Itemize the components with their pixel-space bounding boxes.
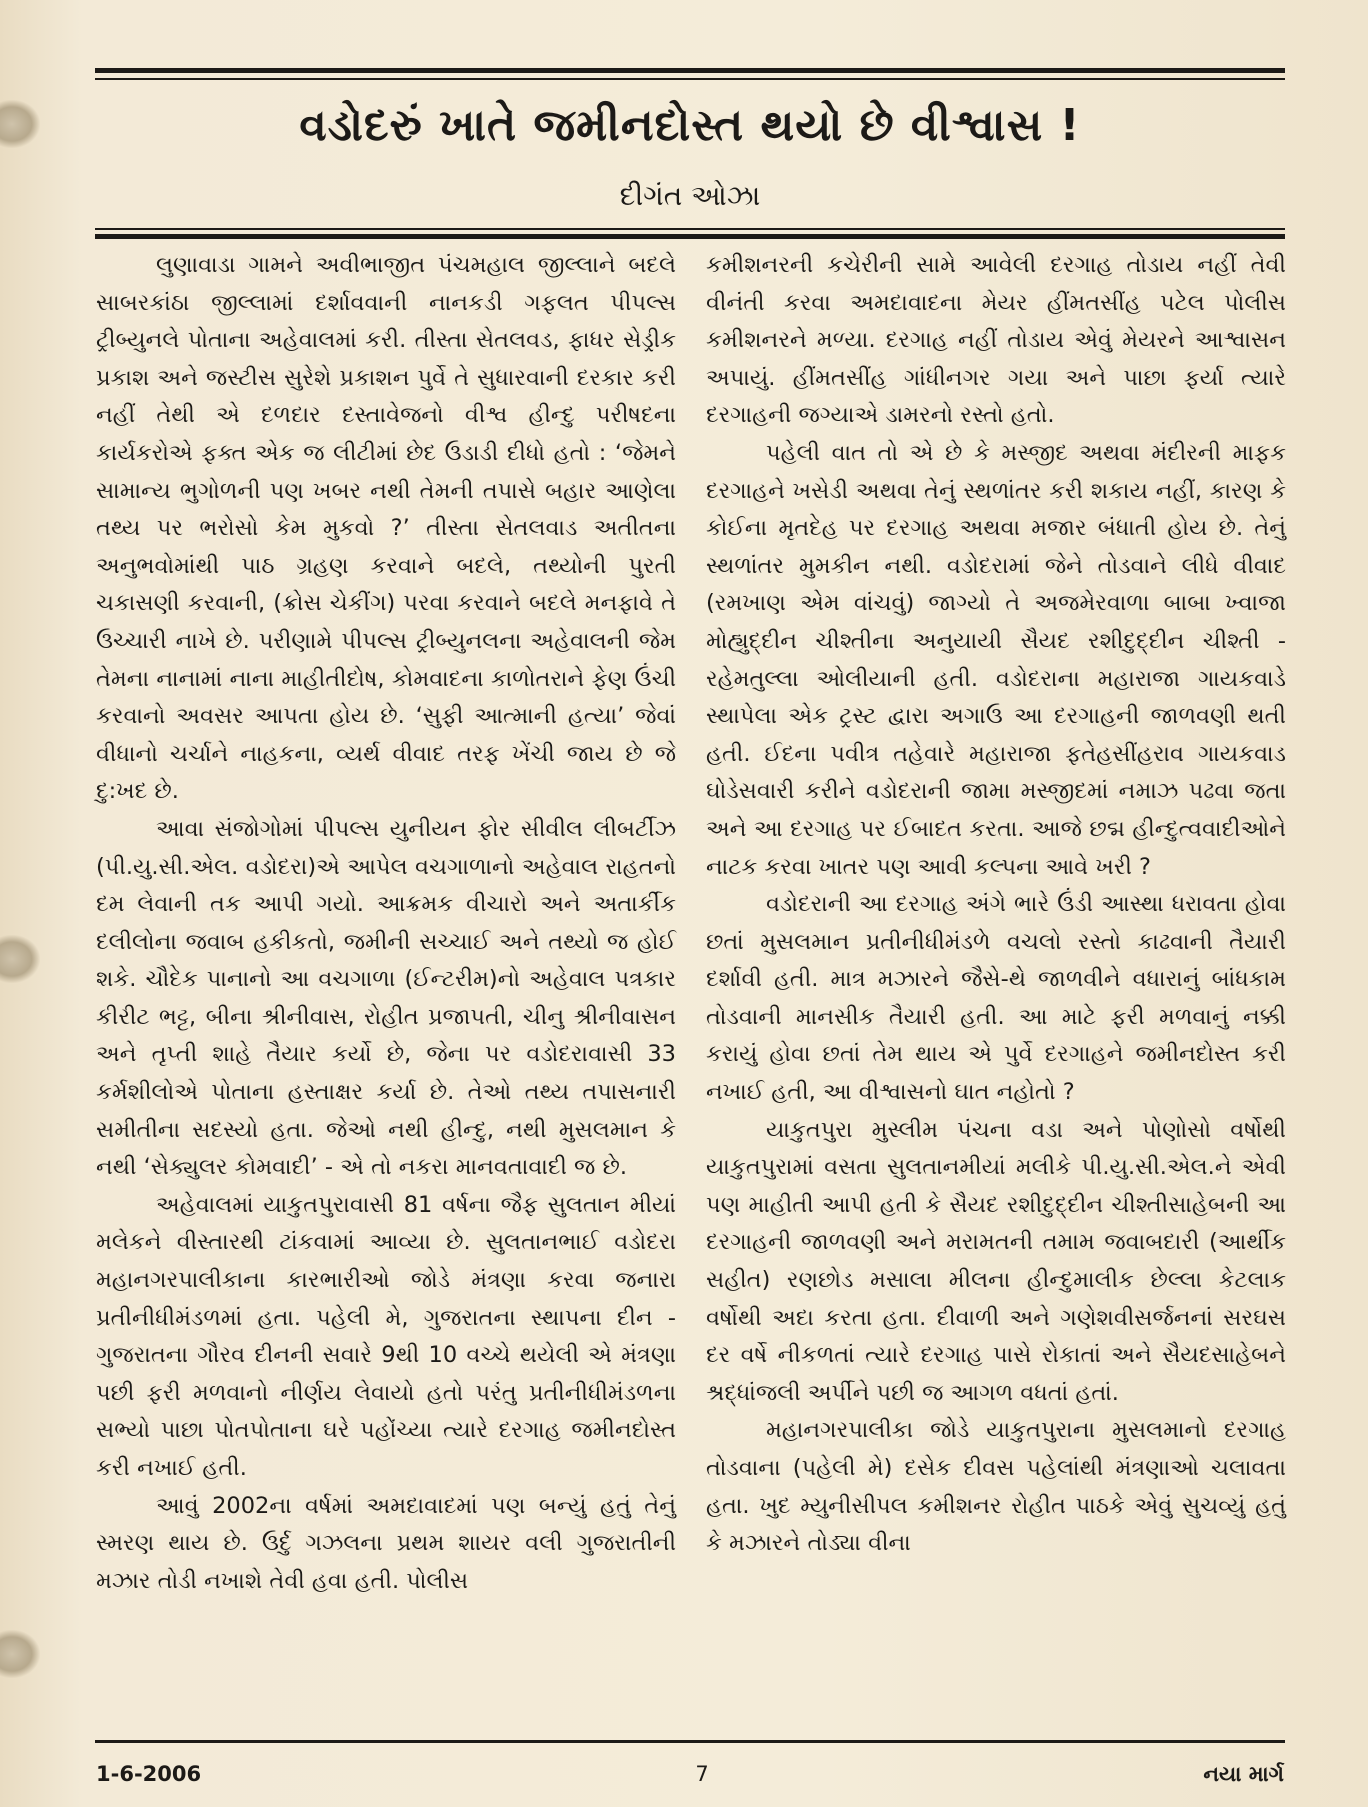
footer-rule <box>95 1740 1285 1743</box>
right-column <box>706 247 1286 1563</box>
paragraph: પહેલી વાત તો એ છે કે મસ્જીદ અથવા મંદીરની માફક દરગાહને ખસેડી અથવા તેનું સ્થળાંતર કરી શકાય નહીં, કારણ કે કોઈના મૃતદેહ પર દરગાહ અથવા મજાર બંધાતી હોય છે. તેનું સ્થળાંતર મુમકીન નથી. વડોદરામાં જેને તોડવાને લીધે વીવાદ (રમખાણ એમ વાંચવું) જાગ્યો તે અજમેરવાળા બાબા ખ્વાજા મોહ્યુદ્દીન ચીશ્તીના અનુયાયી સૈયદ રશીદુદ્દીન ચીશ્તી - રહેમતુલ્લા ઓલીયાની હતી. વડોદરાના મહારાજા ગાયકવાડે સ્થાપેલા એક ટ્રસ્ટ દ્વારા અગાઉ આ દરગાહની જાળવણી થતી હતી. ઈદના પવીત્ર તહેવારે મહારાજા ફતેહસીંહરાવ ગાયકવાડ ઘોડેસવારી કરીને વડોદરાની જામા મસ્જીદમાં નમાઝ પઢવા જતા અને આ દરગાહ પર ઈબાદત કરતા. આજે છદ્મ હીન્દુત્વવાદીઓને નાટક કરવા ખાતર પણ આવી કલ્પના આવે ખરી ? <box>706 439 1286 880</box>
article-author: દીગંત ઓઝા <box>619 179 761 212</box>
page-number: 7 <box>695 1762 709 1786</box>
publication-name: નયા માર્ગ <box>1203 1762 1284 1786</box>
paragraph: કમીશનરની કચેરીની સામે આવેલી દરગાહ તોડાય નહીં તેવી વીનંતી કરવા અમદાવાદના મેયર હીંમતસીંહ પટેલ પોલીસ કમીશનરને મળ્યા. દરગાહ નહીં તોડાય એવું મેયરને આશ્વાસન અપાયું. હીંમતસીંહ ગાંધીનગર ગયા અને પાછા ફર્યા ત્યારે દરગાહની જગ્યાએ ડામરનો રસ્તો હતો. <box>706 252 1286 429</box>
paragraph: આવા સંજોગોમાં પીપલ્સ યુનીયન ફોર સીવીલ લીબર્ટીઝ (પી.યુ.સી.એલ. વડોદરા)એ આપેલ વચગાળાનો અહેવાલ રાહતનો દમ લેવાની તક આપી ગયો. આક્રમક વીચારો અને અતાર્કીક દલીલોના જવાબ હકીકતો, જમીની સચ્ચાઈ અને તથ્યો જ હોઈ શકે. ચૌદેક પાનાનો આ વચગાળા (ઈન્ટરીમ)નો અહેવાલ પત્રકાર કીરીટ ભટ્ટ, બીના શ્રીનીવાસ, રોહીત પ્રજાપતી, ચીનુ શ્રીનીવાસન અને તૃપ્તી શાહે તૈયાર કર્યો છે, જેના પર વડોદરાવાસી 33 કર્મશીલોએ પોતાના હસ્તાક્ષર કર્યા છે. તેઓ તથ્ય તપાસનારી સમીતીના સદસ્યો હતા. જેઓ નથી હીન્દુ, નથી મુસલમાન કે નથી ‘સેક્યુલર કોમવાદી’ - એ તો નકરા માનવતાવાદી જ છે. <box>96 815 676 1181</box>
article-title: વડોદરું ખાતે જમીનદોસ્ત થયો છે વીશ્વાસ ! <box>299 100 1081 151</box>
paragraph: લુણાવાડા ગામને અવીભાજીત પંચમહાલ જીલ્લાને બદલે સાબરકાંઠા જીલ્લામાં દર્શાવવાની નાનકડી ગફલત પીપલ્સ ટ્રીબ્યુનલે પોતાના અહેવાલમાં કરી. તીસ્તા સેતલવડ, ફાધર સેડ્રીક પ્રકાશ અને જસ્ટીસ સુરેશે પ્રકાશન પુર્વે તે સુધારવાની દરકાર કરી નહીં તેથી એ દળદાર દસ્તાવેજનો વીશ્વ હીન્દુ પરીષદના કાર્યકરોએ ફક્ત એક જ લીટીમાં છેદ ઉડાડી દીધો હતો : ‘જેમને સામાન્ય ભુગોળની પણ ખબર નથી તેમની તપાસે બહાર આણેલા તથ્ય પર ભરોસો કેમ મુકવો ?’ તીસ્તા સેતલવાડ અતીતના અનુભવોમાંથી પાઠ ગ્રહણ કરવાને બદલે, તથ્યોની પુરતી ચકાસણી કરવાની, (ક્રોસ ચેકીંગ) પરવા કરવાને બદલે મનફાવે તે ઉચ્ચારી નાખે છે. પરીણામે પીપલ્સ ટ્રીબ્યુનલના અહેવાલની જેમ તેમના નાનામાં નાના માહીતીદોષ, કોમવાદના કાળોતરાને ફેણ ઉંચી કરવાનો અવસર આપતા હોય છે. ‘સુફી આત્માની હત્યા’ જેવાં વીધાનો ચર્ચાને નાહકના, વ્યર્થ વીવાદ તરફ ખેંચી જાય છે જે દુ:ખદ છે. <box>96 252 676 805</box>
header-rule-thick <box>95 68 1285 73</box>
paragraph: વડોદરાની આ દરગાહ અંગે ભારે ઉંડી આસ્થા ધરાવતા હોવા છતાં મુસલમાન પ્રતીનીધીમંડળે વચલો રસ્તો કાઢવાની તૈયારી દર્શાવી હતી. માત્ર મઝારને જૈસે-થે જાળવીને વધારાનું બાંધકામ તોડવાની માનસીક તૈયારી હતી. આ માટે ફરી મળવાનું નક્કી કરાયું હોવા છતાં તેમ થાય એ પુર્વે દરગાહને જમીનદોસ્ત કરી નખાઈ હતી, આ વીશ્વાસનો ઘાત નહોતો ? <box>706 891 1286 1106</box>
paragraph: મહાનગરપાલીકા જોડે યાકુતપુરાના મુસલમાનો દરગાહ તોડવાના (પહેલી મે) દસેક દીવસ પહેલાંથી મંત્રણાઓ ચલાવતા હતા. ખુદ મ્યુનીસીપલ કમીશનર રોહીત પાઠકે એવું સુચવ્યું હતું કે મઝારને તોડ્યા વીના <box>706 1417 1286 1557</box>
binding-hole <box>0 1630 40 1678</box>
paragraph: આવું 2002ના વર્ષમાં અમદાવાદમાં પણ બન્યું હતું તેનું સ્મરણ થાય છે. ઉર્દુ ગઝલના પ્રથમ શાયર વલી ગુજરાતીની મઝાર તોડી નખાશે તેવી હવા હતી. પોલીસ <box>96 1492 676 1594</box>
header-rule-thin <box>95 78 1285 80</box>
paragraph: યાકુતપુરા મુસ્લીમ પંચના વડા અને પોણોસો વર્ષોથી યાકુતપુરામાં વસતા સુલતાનમીયાં મલીકે પી.યુ.સી.એલ.ને એવી પણ માહીતી આપી હતી કે સૈયદ રશીદુદ્દીન ચીશ્તીસાહેબની આ દરગાહની જાળવણી અને મરામતની તમામ જવાબદારી (આર્થીક સહીત) રણછોડ મસાલા મીલના હીન્દુમાલીક છેલ્લા કેટલાક વર્ષોથી અદા કરતા હતા. દીવાળી અને ગણેશવીસર્જનનાં સરઘસ દર વર્ષે નીકળતાં ત્યારે દરગાહ પાસે રોકાતાં અને સૈયદસાહેબને શ્રદ્ધાંજલી અર્પીને પછી જ આગળ વધતાં હતાં. <box>706 1116 1286 1406</box>
issue-date: 1-6-2006 <box>96 1762 202 1786</box>
paragraph: અહેવાલમાં યાકુતપુરાવાસી 81 વર્ષના જૈફ સુલતાન મીયાં મલેકને વીસ્તારથી ટાંકવામાં આવ્યા છે. સુલતાનભાઈ વડોદરા મહાનગરપાલીકાના કારભારીઓ જોડે મંત્રણા કરવા જનારા પ્રતીનીધીમંડળમાં હતા. પહેલી મે, ગુજરાતના સ્થાપના દીન - ગુજરાતના ગૌરવ દીનની સવારે 9થી 10 વચ્ચે થયેલી એ મંત્રણા પછી ફરી મળવાનો નીર્ણય લેવાયો હતો પરંતુ પ્રતીનીધીમંડળના સભ્યો પાછા પોતપોતાના ઘરે પહોંચ્યા ત્યારે દરગાહ જમીનદોસ્ત કરી નખાઈ હતી. <box>96 1191 676 1481</box>
left-column <box>96 247 676 1600</box>
byline-rule-thick <box>95 234 1285 239</box>
binding-hole <box>0 935 40 983</box>
byline-rule-thin <box>95 228 1285 230</box>
binding-hole <box>0 100 40 148</box>
